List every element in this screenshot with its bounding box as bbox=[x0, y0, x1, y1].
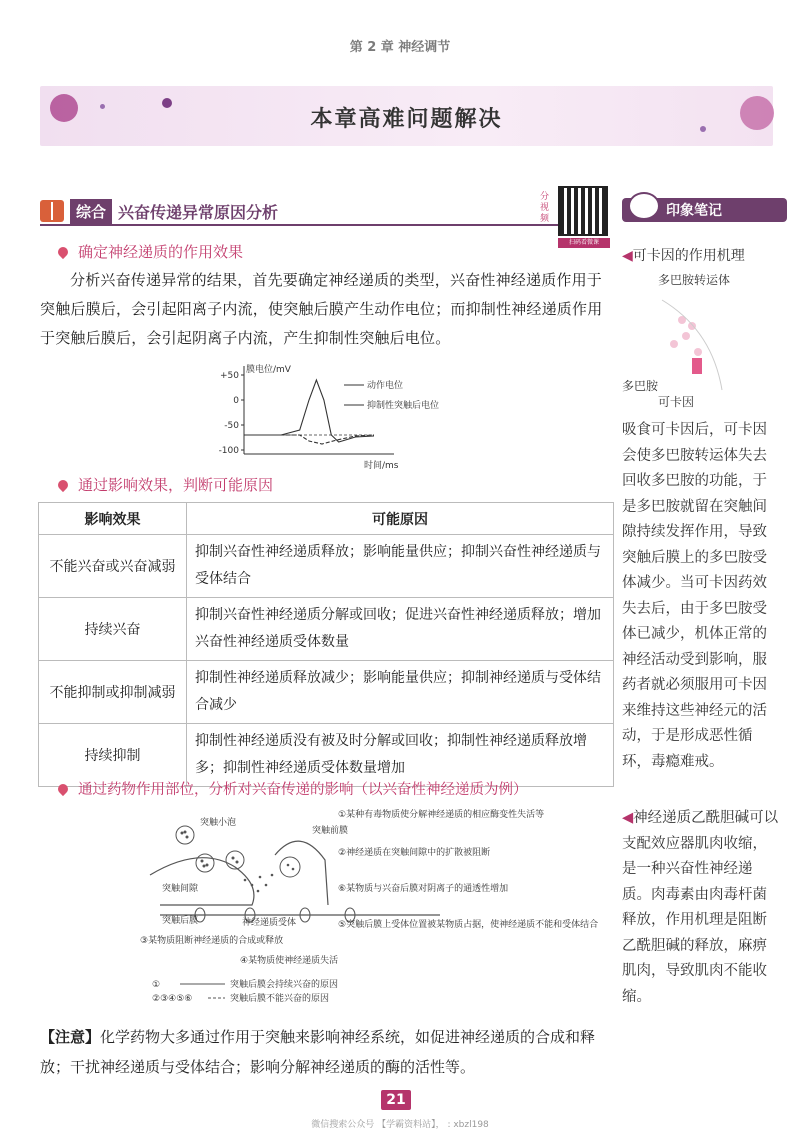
section-underline bbox=[40, 224, 578, 226]
triangle-icon: ◀ bbox=[622, 248, 633, 264]
subheading-3 bbox=[58, 778, 528, 799]
table-cell-cause: 抑制兴奋性神经递质释放；影响能量供应；抑制兴奋性神经递质与受体结合 bbox=[187, 535, 614, 598]
table-header: 可能原因 bbox=[187, 503, 614, 535]
vesicle-icon bbox=[280, 857, 300, 877]
presynaptic-terminal bbox=[150, 858, 254, 905]
table-cell-effect: 持续抑制 bbox=[39, 724, 187, 787]
note-2: ②神经递质在突触间隙中的扩散被阻断 bbox=[338, 848, 491, 858]
presynaptic-membrane bbox=[275, 841, 328, 905]
table-header-row bbox=[39, 503, 614, 535]
bullet-icon bbox=[56, 244, 70, 258]
table-cell-effect: 不能抑制或抑制减弱 bbox=[39, 661, 187, 724]
bullet-icon bbox=[56, 477, 70, 491]
banner-title: 本章高难问题解决 bbox=[310, 106, 503, 132]
fig-label-cocaine: 可卡因 bbox=[658, 395, 695, 409]
legend-2-key: ②③④⑤⑥ bbox=[152, 994, 193, 1004]
synapse-diagram bbox=[140, 805, 599, 1005]
title-banner bbox=[40, 86, 773, 146]
sidebar-item-1-title bbox=[622, 244, 787, 268]
note-1: ①某种有毒物质使分解神经递质的相应酶变性失活等 bbox=[338, 810, 545, 820]
table-cell-effect: 持续兴奋 bbox=[39, 598, 187, 661]
chapter-header: 第 2 章 神经调节 bbox=[349, 40, 451, 55]
subheading-text: 通过药物作用部位，分析对兴奋传递的影响（以兴奋性神经递质为例） bbox=[78, 782, 528, 798]
table-cell-cause: 抑制性神经递质释放减少；影响能量供应；抑制神经递质与受体结合减少 bbox=[187, 661, 614, 724]
note-5: ⑤突触后膜上受体位置被某物质占据，使神经递质不能和受体结合 bbox=[338, 920, 599, 930]
y-tick-label: +50 bbox=[220, 371, 239, 381]
legend-2: 突触后膜不能兴奋的原因 bbox=[230, 994, 330, 1004]
fig-label-dopamine: 多巴胺 bbox=[622, 379, 659, 393]
footer-text: 微信搜索公众号 【学霸资料站】， : xbzl198 bbox=[311, 1120, 489, 1130]
section-tag: 综合 bbox=[70, 199, 112, 224]
cause-table bbox=[38, 502, 614, 787]
series-label: 抑制性突触后电位 bbox=[367, 401, 440, 411]
label-presynaptic-text: 突触前膜 bbox=[312, 826, 349, 836]
transporter-icon bbox=[692, 358, 702, 374]
label-receptor: 神经递质受体 bbox=[242, 918, 297, 928]
note-3: ③某物质阻断神经递质的合成或释放 bbox=[140, 936, 284, 946]
bullet-icon bbox=[56, 781, 70, 795]
legend-1-key: ① bbox=[152, 980, 161, 990]
membrane-potential-chart bbox=[200, 362, 440, 472]
table-row bbox=[39, 661, 614, 724]
y-tick-label: -100 bbox=[218, 446, 239, 456]
label-presynaptic bbox=[312, 824, 348, 836]
label-post: 突触后膜 bbox=[162, 916, 199, 926]
paragraph-1: 分析兴奋传递异常的结果，首先要确定神经递质的类型，兴奋性神经递质作用于突触后膜后，会引起阳离子内流，使突触后膜产生动作电位；而抑制性神经递质作用于突触后膜后，会引起阴离子内流，产生抑制性突触后电位。 bbox=[40, 271, 603, 347]
vesicle-icon bbox=[196, 854, 214, 872]
subheading-1 bbox=[58, 241, 243, 262]
y-tick-label: -50 bbox=[224, 421, 239, 431]
fig-label-transporter-text: 多巴胺转运体 bbox=[658, 273, 731, 287]
sidebar-item-2 bbox=[622, 806, 780, 1010]
dopamine-dots bbox=[670, 316, 702, 356]
note-label: 【注意】 bbox=[40, 1028, 101, 1046]
subheading-2 bbox=[58, 474, 273, 495]
table-header: 影响效果 bbox=[39, 503, 187, 535]
book-icon bbox=[40, 200, 64, 222]
attention-note bbox=[40, 1022, 615, 1082]
table-cell-cause: 抑制兴奋性神经递质分解或回收；促进兴奋性神经递质释放；增加兴奋性神经递质受体数量 bbox=[187, 598, 614, 661]
vesicle-icon bbox=[176, 826, 194, 844]
fig-label-transporter bbox=[658, 272, 730, 287]
elephant-icon bbox=[628, 192, 660, 220]
series-label: 动作电位 bbox=[367, 381, 404, 391]
sidebar-title-text: 印象笔记 bbox=[666, 203, 722, 219]
label-cleft: 突触间隙 bbox=[162, 884, 199, 894]
subheading-text: 通过影响效果，判断可能原因 bbox=[78, 476, 274, 494]
note-6: ⑥某物质与兴奋后膜对阴离子的通透性增加 bbox=[338, 884, 509, 894]
qr-code-block[interactable] bbox=[540, 186, 612, 250]
sidebar-item-1-title-text: 可卡因的作用机理 bbox=[632, 248, 745, 264]
triangle-icon: ◀ bbox=[622, 810, 634, 826]
page-number: 21 bbox=[381, 1090, 411, 1110]
series-line bbox=[244, 435, 374, 444]
table-cell-cause: 抑制性神经递质没有被及时分解或回收；抑制性神经递质释放增多；抑制性神经递质受体数量增加 bbox=[187, 724, 614, 787]
x-axis-label: 时间/ms bbox=[364, 461, 399, 471]
table-row bbox=[39, 598, 614, 661]
sidebar-item-2-text: 神经递质乙酰胆碱可以支配效应器肌肉收缩，是一种兴奋性神经递质。肉毒素由肉毒杆菌释放，作用机理是阻断乙酰胆碱的释放，麻痹肌肉，导致肌肉不能收缩。 bbox=[622, 810, 779, 1005]
section-heading bbox=[40, 198, 278, 224]
section-title: 兴奋传递异常原因分析 bbox=[118, 202, 279, 222]
table-cell-effect: 不能兴奋或兴奋减弱 bbox=[39, 535, 187, 598]
subheading-text: 确定神经递质的作用效果 bbox=[78, 243, 244, 261]
sidebar-item-1-text: 吸食可卡因后，可卡因会使多巴胺转运体失去回收多巴胺的功能，于是多巴胺就留在突触间隙持续发挥作用，导致突触后膜上的多巴胺受体减少。当可卡因药效失去后，由于多巴胺受体已减少，机体正常的神经活动受到影响，服药者就必须服用可卡因来维持这些神经元的活动，于是形成恶性循环，毒瘾难戒。 bbox=[622, 422, 767, 770]
y-axis-label: 膜电位/mV bbox=[246, 365, 291, 375]
qr-code-icon[interactable] bbox=[558, 186, 608, 236]
note-text: 化学药物大多通过作用于突触来影响神经系统，如促进神经递质的合成和释放；干扰神经递质与受体结合；影响分解神经递质的酶的活性等。 bbox=[40, 1028, 596, 1076]
table-row bbox=[39, 535, 614, 598]
legend-1: 突触后膜会持续兴奋的原因 bbox=[230, 980, 339, 990]
qr-caption: 扫码看微课 bbox=[558, 238, 610, 248]
series-line bbox=[244, 380, 374, 442]
note-4: ④某物质使神经递质失活 bbox=[240, 956, 339, 966]
cocaine-figure bbox=[622, 270, 787, 410]
y-tick-label: 0 bbox=[233, 396, 239, 406]
label-vesicle: 突触小泡 bbox=[200, 818, 237, 828]
qr-side-text: 分视频 bbox=[540, 192, 550, 224]
